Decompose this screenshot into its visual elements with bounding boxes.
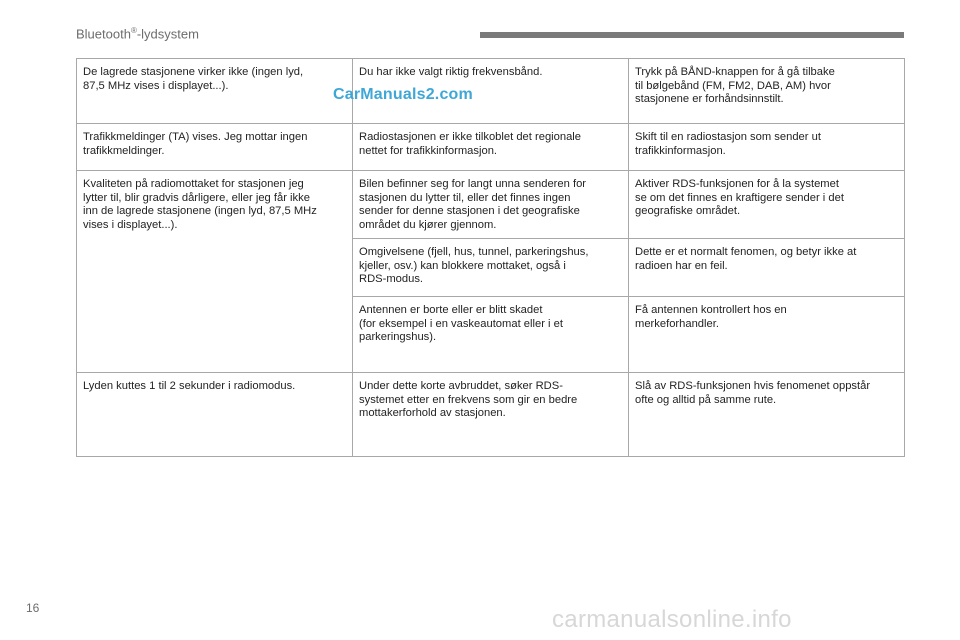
- cause-cell: Du har ikke valgt riktig frekvensbånd.: [353, 59, 629, 124]
- section-title: [76, 26, 199, 41]
- cause-cell: Bilen befinner seg for langt unna senderen for stasjonen du lytter til, eller det finnes ingen sender for denne stasjonen i det geografiske området du kjører gjennom.: [353, 171, 629, 239]
- solution-cell: Trykk på BÅND-knappen for å gå tilbake til bølgebånd (FM, FM2, DAB, AM) hvor stasjonene er forhåndsinnstilt.: [629, 59, 905, 124]
- cause-cell: Antennen er borte eller er blitt skadet (for eksempel i en vaskeautomat eller i et parkeringshus).: [353, 297, 629, 373]
- solution-cell: Slå av RDS-funksjonen hvis fenomenet oppstår ofte og alltid på samme rute.: [629, 373, 905, 457]
- table-row: [77, 373, 905, 457]
- watermark-link-top[interactable]: CarManuals2.com: [333, 86, 473, 103]
- question-cell: Kvaliteten på radiomottaket for stasjonen jeg lytter til, blir gradvis dårligere, eller jeg får ikke inn de lagrede stasjonene (ingen lyd, 87,5 MHz vises i displayet...).: [77, 171, 353, 373]
- question-cell: De lagrede stasjonene virker ikke (ingen lyd, 87,5 MHz vises i displayet...).: [77, 59, 353, 124]
- cause-cell: Under dette korte avbruddet, søker RDS- systemet etter en frekvens som gir en bedre mottakerforhold av stasjonen.: [353, 373, 629, 457]
- question-cell: Lyden kuttes 1 til 2 sekunder i radiomodus.: [77, 373, 353, 457]
- table-row: [77, 124, 905, 171]
- cause-cell: Omgivelsene (fjell, hus, tunnel, parkeringshus, kjeller, osv.) kan blokkere mottaket, også i RDS-modus.: [353, 239, 629, 297]
- solution-cell: Aktiver RDS-funksjonen for å la systemet se om det finnes en kraftigere sender i det geografiske området.: [629, 171, 905, 239]
- section-title-rest: -lydsystem: [136, 26, 199, 42]
- table-row: [77, 171, 905, 239]
- solution-cell: Dette er et normalt fenomen, og betyr ikke at radioen har en feil.: [629, 239, 905, 297]
- troubleshooting-table: [76, 58, 905, 457]
- page-number: 16: [26, 601, 40, 615]
- question-cell: Trafikkmeldinger (TA) vises. Jeg mottar ingen trafikkmeldinger.: [77, 124, 353, 171]
- solution-cell: Skift til en radiostasjon som sender ut trafikkinformasjon.: [629, 124, 905, 171]
- section-title-main: Bluetooth: [76, 26, 131, 42]
- solution-cell: Få antennen kontrollert hos en merkeforhandler.: [629, 297, 905, 373]
- header-divider-bar: [480, 32, 904, 38]
- table-row: [77, 59, 905, 124]
- cause-cell: Radiostasjonen er ikke tilkoblet det regionale nettet for trafikkinformasjon.: [353, 124, 629, 171]
- watermark-text-bottom: carmanualsonline.info: [552, 606, 792, 633]
- registered-mark: ®: [130, 26, 137, 35]
